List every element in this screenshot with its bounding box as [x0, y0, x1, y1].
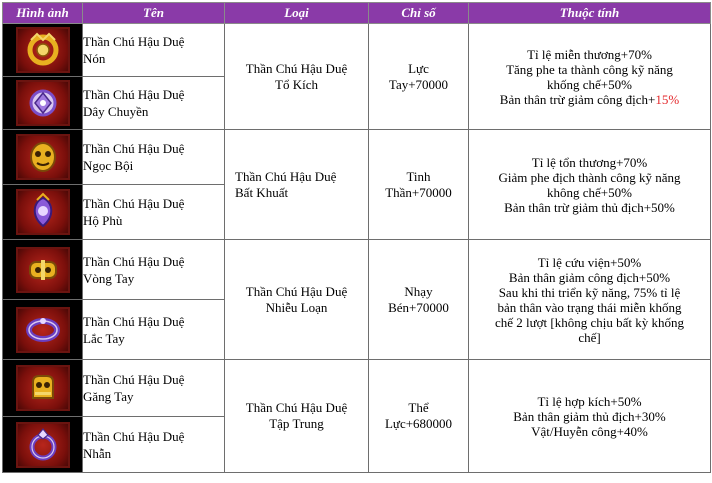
item-name-cell	[83, 185, 225, 240]
gold-halo-ring-icon	[16, 27, 70, 73]
attribute-highlight: 15%	[655, 91, 680, 107]
item-name-line1: Thần Chú Hậu Duệ	[83, 34, 185, 49]
item-stat-cell	[369, 240, 469, 360]
attribute-line: không chế+50%	[547, 184, 632, 200]
attribute-line: bản thân vào trạng thái miễn khống	[497, 299, 682, 315]
type-line2: Nhiễu Loạn	[265, 299, 328, 315]
item-stat-cell	[369, 360, 469, 473]
header-image: Hình ảnh	[3, 3, 83, 24]
stat-line1: Thể	[408, 400, 429, 415]
item-attribute-cell	[469, 24, 711, 130]
item-type-cell	[225, 24, 369, 130]
purple-amulet-icon	[16, 189, 70, 235]
header-row	[3, 3, 711, 24]
item-attribute-cell	[469, 240, 711, 360]
attribute-line: khống chế+50%	[547, 76, 632, 92]
stat-line1: Lực	[408, 60, 429, 76]
item-name-line1: Thần Chú Hậu Duệ	[83, 428, 185, 444]
stat-line2: Lực+680000	[384, 416, 453, 431]
item-type-cell	[225, 130, 369, 240]
type-line1: Thần Chú Hậu Duệ	[245, 283, 348, 299]
item-name-line1: Thần Chú Hậu Duệ	[83, 141, 185, 156]
item-name-line2: Găng Tay	[83, 389, 134, 404]
header-name: Tên	[83, 3, 225, 24]
attribute-line: chế]	[578, 329, 601, 345]
attribute-line: Tỉ lệ cứu viện+50%	[537, 254, 642, 270]
item-stat-cell	[369, 24, 469, 130]
item-image-cell	[3, 24, 83, 77]
item-name-line1: Thần Chú Hậu Duệ	[83, 253, 185, 269]
attribute-line	[469, 92, 710, 107]
gold-mask-pendant-icon	[16, 134, 70, 180]
item-image-cell	[3, 130, 83, 185]
item-name-cell	[83, 300, 225, 360]
gold-bracer-icon	[16, 247, 70, 293]
stat-line2: Tay+70000	[388, 76, 449, 92]
item-name-cell	[83, 240, 225, 300]
attribute-line: chế 2 lượt [không chịu bất kỳ khống	[494, 314, 685, 330]
table-row	[3, 24, 711, 77]
item-image-cell	[3, 240, 83, 300]
item-name-cell	[83, 417, 225, 473]
header-type: Loại	[225, 3, 369, 24]
item-name-line2: Hộ Phù	[83, 213, 123, 228]
type-line2: Bất Khuất	[235, 184, 289, 200]
attribute-line: Bản thân giảm thủ địch+30%	[513, 408, 666, 424]
type-line1: Thần Chú Hậu Duệ	[245, 60, 348, 76]
stat-line1: Nhạy	[404, 283, 433, 299]
attribute-line: Sau khi thi triển kỹ năng, 75% tỉ lệ	[498, 284, 681, 300]
header-stat: Chỉ số	[369, 3, 469, 24]
attribute-line: Bản thân trừ giảm thủ địch+50%	[504, 199, 675, 215]
item-image-cell	[3, 300, 83, 360]
attribute-line: Giảm phe địch thành công kỹ năng	[498, 169, 681, 185]
item-name-cell	[83, 360, 225, 417]
item-attribute-cell	[469, 360, 711, 473]
attribute-text: Bản thân trừ giảm công địch+	[499, 91, 656, 107]
item-name-line2: Nhẫn	[83, 445, 112, 461]
purple-crystal-necklace-icon	[16, 80, 70, 126]
attribute-line: Vật/Huyễn công+40%	[531, 423, 648, 439]
table-row	[3, 240, 711, 300]
item-name-line2: Nón	[83, 51, 106, 66]
item-image-cell	[3, 185, 83, 240]
item-type-cell	[225, 360, 369, 473]
item-name-cell	[83, 130, 225, 185]
item-attribute-cell	[469, 130, 711, 240]
gold-gauntlet-icon	[16, 365, 70, 411]
purple-bracelet-icon	[16, 307, 70, 353]
item-name-line1: Thần Chú Hậu Duệ	[83, 372, 185, 387]
item-name-line2: Ngọc Bội	[83, 158, 134, 173]
equipment-table	[2, 2, 711, 473]
table-row	[3, 130, 711, 185]
item-name-line1: Thần Chú Hậu Duệ	[83, 87, 185, 102]
purple-ring-icon	[16, 422, 70, 468]
attribute-line: Tỉ lệ miễn thương+70%	[527, 46, 652, 62]
item-type-cell	[225, 240, 369, 360]
header-attribute: Thuộc tính	[469, 3, 711, 24]
type-line2: Tập Trung	[269, 416, 324, 431]
item-image-cell	[3, 77, 83, 130]
item-name-line2: Vòng Tay	[83, 270, 135, 286]
item-image-cell	[3, 360, 83, 417]
attribute-line: Bản thân giảm công địch+50%	[508, 269, 671, 285]
item-name-line2: Lắc Tay	[83, 330, 125, 346]
item-name-line2: Dây Chuyền	[83, 104, 149, 119]
item-name-cell	[83, 24, 225, 77]
type-line1: Thần Chú Hậu Duệ	[235, 168, 337, 184]
item-name-line1: Thần Chú Hậu Duệ	[83, 196, 185, 211]
attribute-line: Tỉ lệ hợp kích+50%	[537, 393, 642, 409]
item-stat-cell	[369, 130, 469, 240]
attribute-line: Tăng phe ta thành công kỹ năng	[506, 61, 673, 77]
attribute-line: Tỉ lệ tổn thương+70%	[531, 154, 648, 170]
stat-line2: Bén+70000	[388, 299, 449, 315]
stat-line1: Tinh	[406, 168, 431, 184]
item-image-cell	[3, 417, 83, 473]
stat-line2: Thần+70000	[385, 184, 452, 200]
type-line2: Tổ Kích	[275, 76, 318, 92]
item-name-cell	[83, 77, 225, 130]
table-row	[3, 360, 711, 417]
item-name-line1: Thần Chú Hậu Duệ	[83, 313, 185, 329]
type-line1: Thần Chú Hậu Duệ	[245, 400, 348, 415]
